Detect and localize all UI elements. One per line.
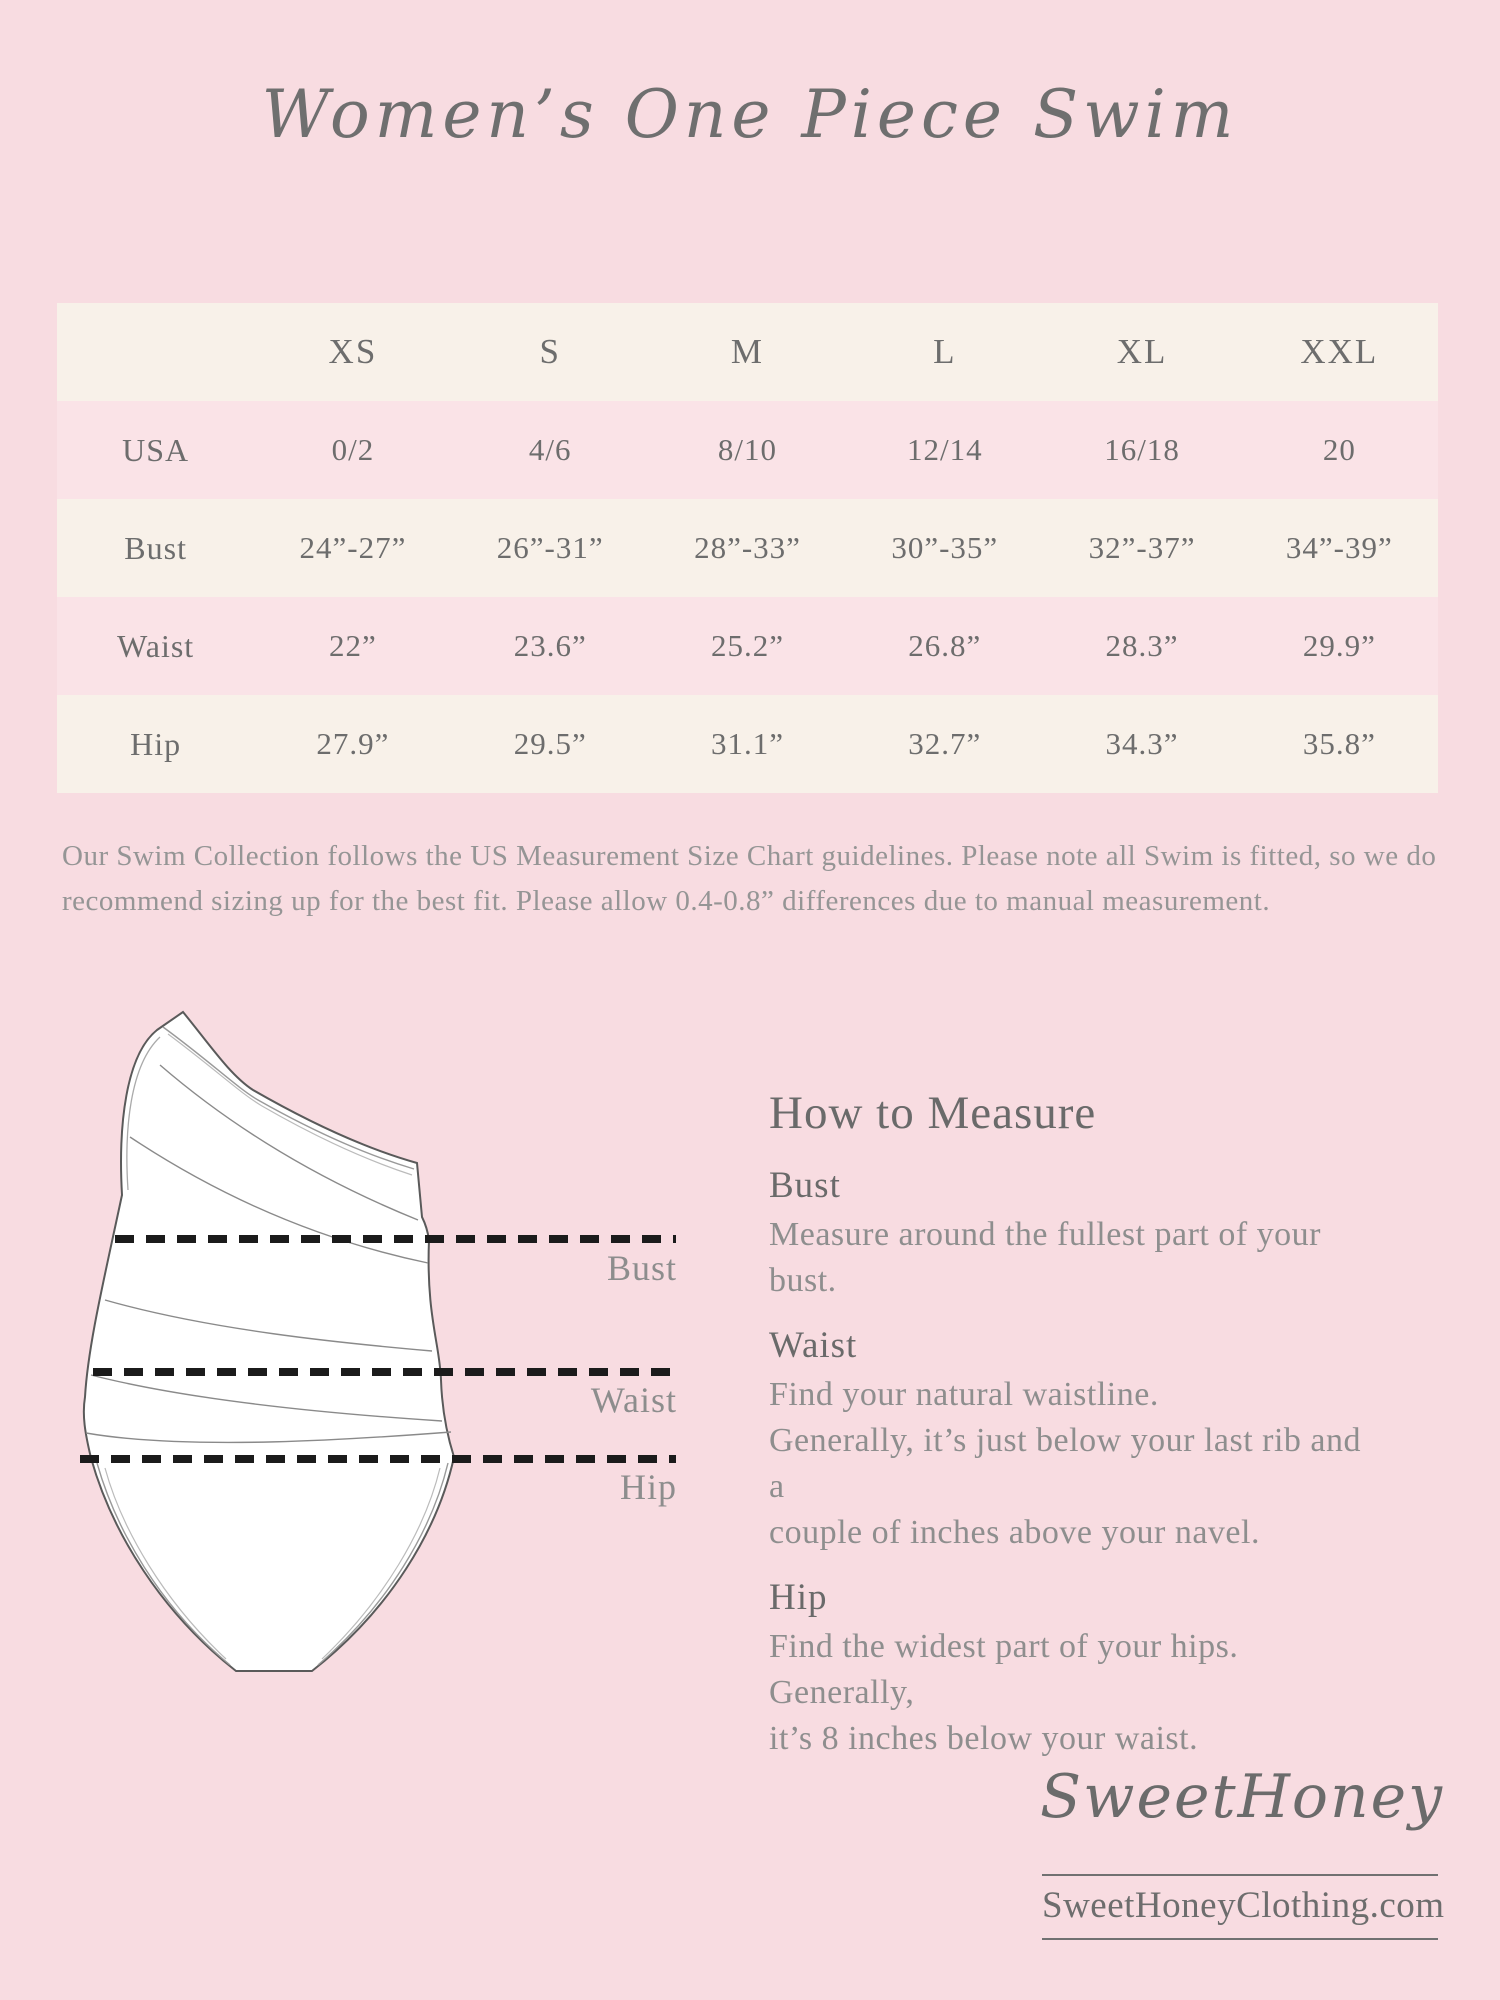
note-line: Our Swim Collection follows the US Measurement Size Chart guidelines. Please note all Swim is fitted, so we do [62,840,1437,872]
cell: 16/18 [1104,432,1180,467]
footer-divider [1042,1938,1438,1940]
how-to-measure-section [769,1086,1369,1762]
size-chart-table [57,303,1438,793]
table-row-usa [57,401,1438,499]
cell: 0/2 [331,432,375,467]
website-url: SweetHoneyClothing.com [1042,1885,1445,1926]
measure-hip-text: it’s 8 inches below your waist. [769,1720,1199,1757]
cell: 29.9” [1302,628,1376,663]
column-header-xs: XS [328,332,378,371]
column-header-m: M [730,332,765,371]
measure-waist-text: couple of inches above your navel. [769,1514,1260,1551]
cell: 12/14 [906,432,983,467]
row-label: Hip [130,725,182,762]
measure-bust-text: Measure around the fullest part of your bust. [769,1216,1321,1299]
measure-waist-label: Waist [769,1325,858,1366]
column-header-xl: XL [1116,332,1168,371]
cell: 29.5” [513,726,587,761]
cell: 30”-35” [891,530,999,565]
swimsuit-illustration [60,985,710,1705]
measure-bust-label: Bust [769,1165,841,1206]
cell: 34.3” [1105,726,1179,761]
cell: 28.3” [1105,628,1179,663]
how-to-measure-heading: How to Measure [769,1087,1097,1139]
column-header-xxl: XXL [1300,332,1379,371]
table-row-hip [57,695,1438,793]
row-label: Bust [124,529,187,566]
cell: 26.8” [908,628,982,663]
note-line: recommend sizing up for the best fit. Please allow 0.4-0.8” differences due to manual measurement. [62,885,1271,917]
cell: 24”-27” [299,530,407,565]
diagram-label-bust: Bust [606,1248,677,1288]
measure-waist-text: Find your natural waistline. [769,1376,1159,1413]
cell: 4/6 [528,432,572,467]
cell: 27.9” [316,726,390,761]
table-row-bust [57,499,1438,597]
cell: 8/10 [717,432,778,467]
cell: 23.6” [513,628,587,663]
cell: 32”-37” [1088,530,1196,565]
table-row-waist [57,597,1438,695]
brand-logo: SweetHoney [1040,1762,1445,1832]
cell: 28”-33” [694,530,801,565]
cell: 31.1” [710,726,784,761]
row-label: USA [122,431,190,468]
column-header-s: S [539,332,561,371]
footer-divider [1042,1874,1438,1876]
cell: 20 [1322,432,1356,467]
cell: 35.8” [1302,726,1376,761]
cell: 25.2” [710,628,784,663]
diagram-label-waist: Waist [590,1380,677,1420]
diagram-label-hip: Hip [620,1467,677,1507]
cell: 26”-31” [496,530,604,565]
cell: 22” [329,628,377,663]
size-chart-note [62,834,1462,924]
table-header-row [57,303,1438,401]
cell: 34”-39” [1285,530,1393,565]
swimsuit-outline [84,1012,454,1671]
column-header-l: L [933,332,957,371]
measure-hip-text: Find the widest part of your hips. Generally, [769,1628,1239,1711]
measure-waist-text: Generally, it’s just below your last rib and a [769,1422,1362,1505]
row-label: Waist [117,627,195,664]
measure-hip-label: Hip [769,1577,828,1618]
page-title: Women’s One Piece Swim [261,76,1239,153]
cell: 32.7” [908,726,982,761]
